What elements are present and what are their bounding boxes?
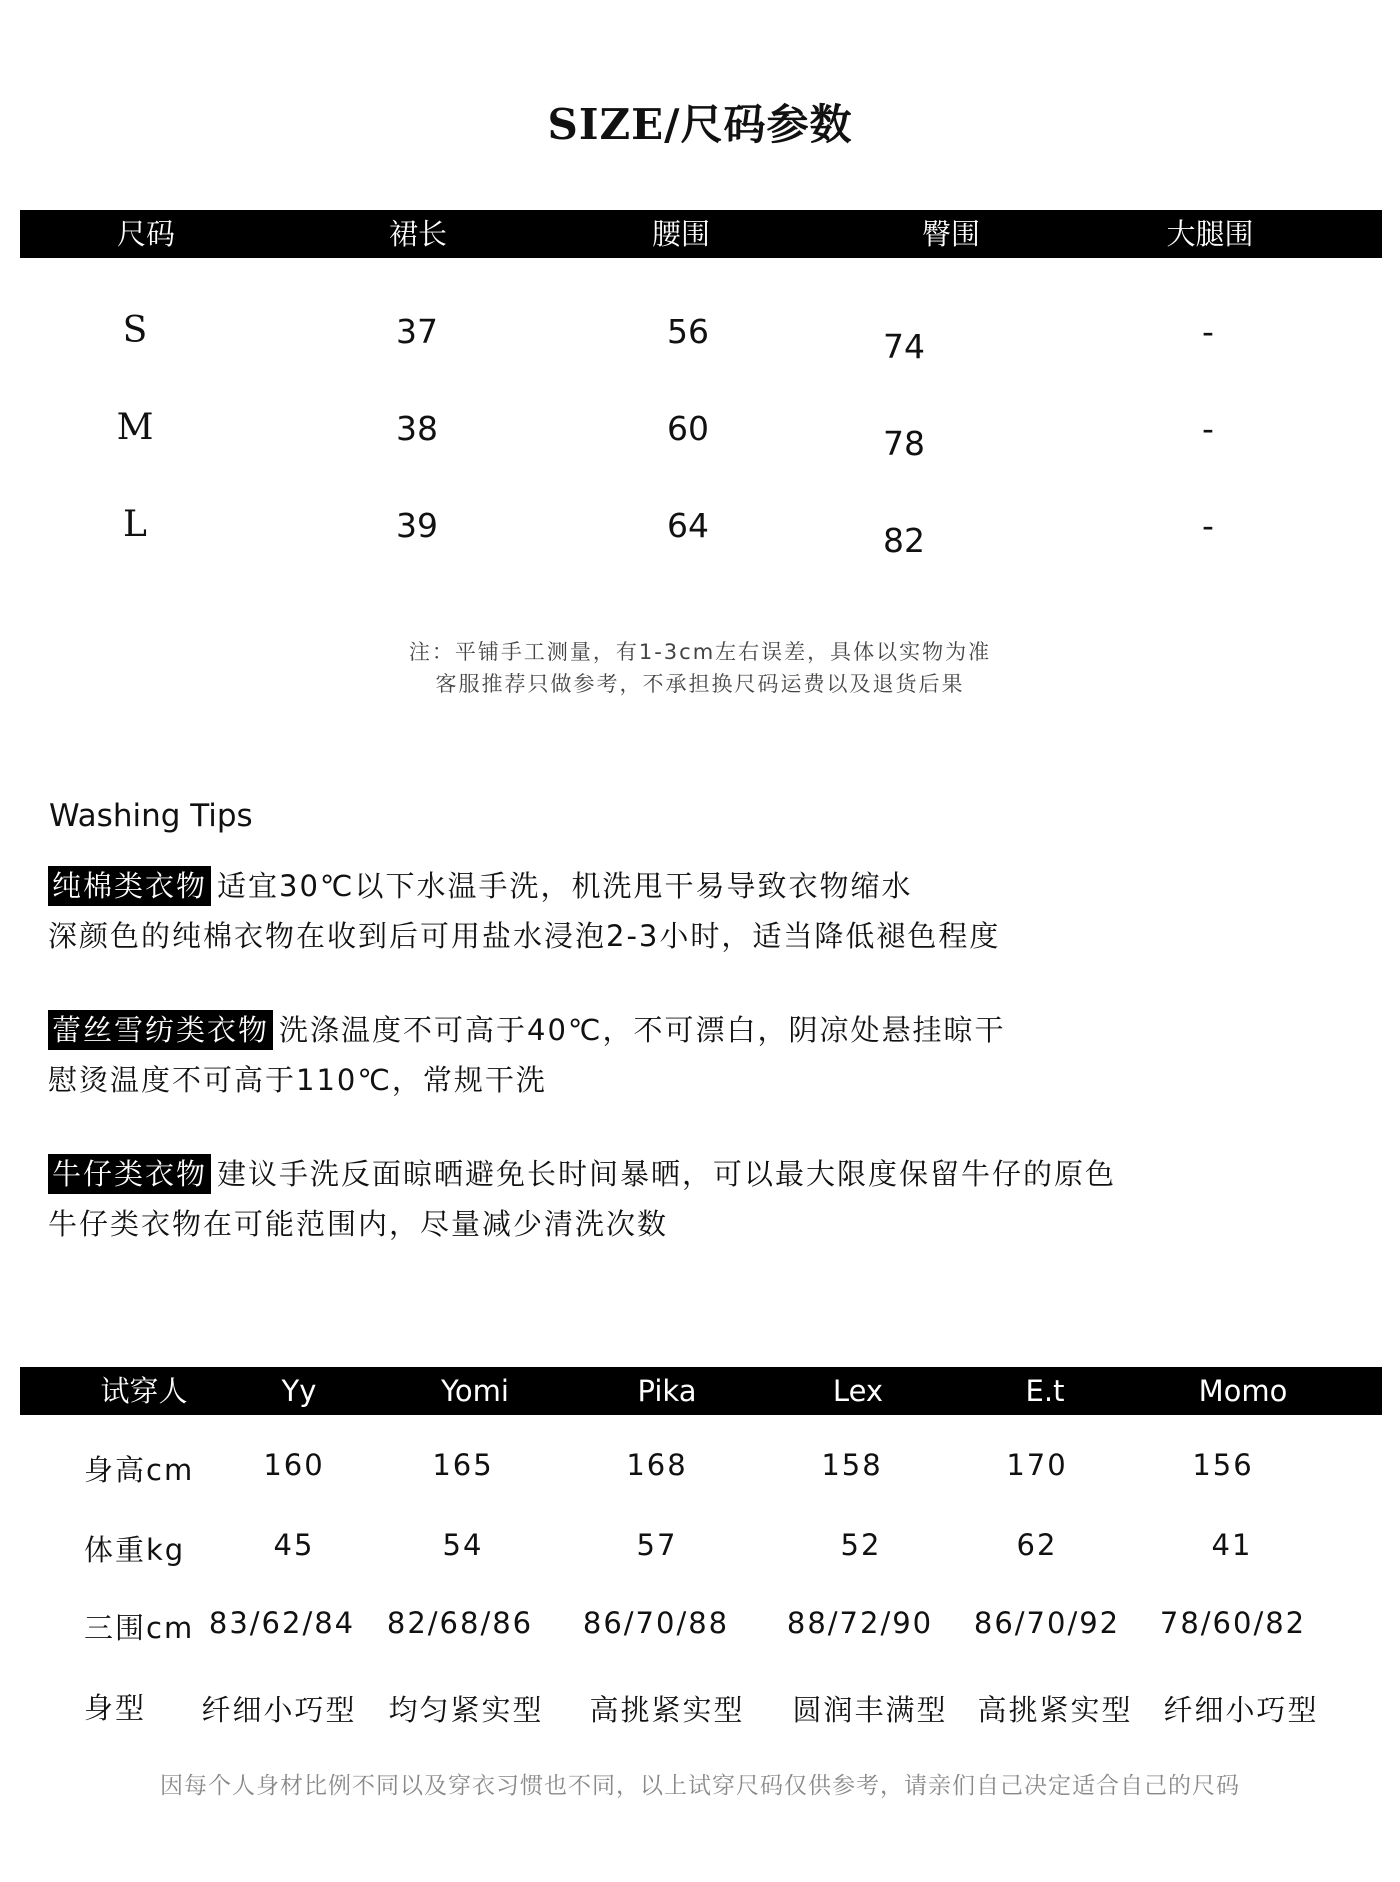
tip-tag: 牛仔类衣物	[48, 1154, 211, 1194]
height-cell: 170	[1006, 1448, 1068, 1482]
body-type-cell: 均匀紧实型	[388, 1693, 544, 1727]
row-label-weight: 体重kg	[84, 1533, 186, 1567]
washing-tips-title: Washing Tips	[49, 798, 253, 834]
length-cell: 38	[396, 409, 438, 448]
thigh-cell: -	[1202, 506, 1214, 545]
thigh-cell: -	[1202, 312, 1214, 351]
height-cell: 158	[821, 1448, 883, 1482]
header-model-name: E.t	[1025, 1374, 1065, 1408]
height-cell: 165	[432, 1448, 494, 1482]
thigh-cell: -	[1202, 409, 1214, 448]
tip-tag: 蕾丝雪纺类衣物	[48, 1010, 273, 1050]
weight-cell: 57	[636, 1528, 678, 1562]
tip-text-line: 牛仔类衣物在可能范围内，尽量减少清洗次数	[48, 1207, 669, 1241]
hip-cell: 82	[883, 521, 925, 560]
tip-tag: 纯棉类衣物	[48, 866, 211, 906]
header-thigh: 大腿围	[1166, 217, 1254, 251]
weight-cell: 41	[1211, 1528, 1253, 1562]
measurements-cell: 82/68/86	[386, 1606, 534, 1640]
tip-text-line: 深颜色的纯棉衣物在收到后可用盐水浸泡2-3小时，适当降低褪色程度	[48, 919, 1001, 953]
body-type-cell: 高挑紧实型	[977, 1693, 1133, 1727]
header-model-label: 试穿人	[100, 1374, 188, 1408]
row-label-height: 身高cm	[84, 1453, 195, 1487]
body-type-cell: 纤细小巧型	[1163, 1693, 1319, 1727]
row-label-body-type: 身型	[84, 1691, 147, 1725]
page-title: SIZE/尺码参数	[547, 100, 853, 149]
hip-cell: 74	[883, 327, 925, 366]
tip-lace	[48, 1008, 1006, 1050]
header-model-name: Yomi	[441, 1374, 509, 1408]
hip-cell: 78	[883, 424, 925, 463]
measurements-cell: 83/62/84	[208, 1606, 356, 1640]
weight-cell: 54	[442, 1528, 484, 1562]
header-model-name: Pika	[637, 1374, 697, 1408]
waist-cell: 56	[667, 312, 709, 351]
height-cell: 168	[626, 1448, 688, 1482]
tip-text: 洗涤温度不可高于40℃，不可漂白，阴凉处悬挂晾干	[279, 1013, 1006, 1047]
header-length: 裙长	[388, 217, 448, 251]
tip-text-line: 慰烫温度不可高于110℃，常规干洗	[48, 1063, 547, 1097]
size-cell: S	[122, 310, 148, 351]
body-type-cell: 圆润丰满型	[792, 1693, 948, 1727]
measurement-note: 注：平铺手工测量，有1-3cm左右误差，具体以实物为准	[408, 640, 992, 664]
height-cell: 156	[1192, 1448, 1254, 1482]
models-table-header	[20, 1367, 1382, 1415]
header-hip: 臀围	[921, 217, 981, 251]
length-cell: 39	[396, 506, 438, 545]
tip-cotton	[48, 864, 913, 906]
header-size: 尺码	[116, 217, 176, 251]
weight-cell: 45	[273, 1528, 315, 1562]
measurements-cell: 86/70/92	[973, 1606, 1121, 1640]
tip-text: 建议手洗反面晾晒避免长时间暴晒，可以最大限度保留牛仔的原色	[217, 1157, 1117, 1191]
header-model-name: Momo	[1198, 1374, 1288, 1408]
row-label-measurements: 三围cm	[84, 1611, 195, 1645]
size-cell: L	[123, 504, 147, 545]
header-model-name: Lex	[832, 1374, 884, 1408]
weight-cell: 62	[1016, 1528, 1058, 1562]
height-cell: 160	[263, 1448, 325, 1482]
weight-cell: 52	[840, 1528, 882, 1562]
size-table-header	[20, 210, 1382, 258]
measurements-cell: 78/60/82	[1159, 1606, 1307, 1640]
size-cell: M	[116, 407, 154, 448]
service-note: 客服推荐只做参考，不承担换尺码运费以及退货后果	[435, 672, 965, 696]
tip-denim	[48, 1152, 1116, 1194]
header-model-name: Yy	[281, 1374, 317, 1408]
footer-disclaimer: 因每个人身材比例不同以及穿衣习惯也不同，以上试穿尺码仅供参考，请亲们自己决定适合自己的尺码	[160, 1773, 1240, 1799]
measurements-cell: 86/70/88	[582, 1606, 730, 1640]
tip-text: 适宜30℃以下水温手洗，机洗甩干易导致衣物缩水	[217, 869, 913, 903]
length-cell: 37	[396, 312, 438, 351]
waist-cell: 64	[667, 506, 709, 545]
waist-cell: 60	[667, 409, 709, 448]
measurements-cell: 88/72/90	[786, 1606, 934, 1640]
body-type-cell: 高挑紧实型	[589, 1693, 745, 1727]
body-type-cell: 纤细小巧型	[201, 1693, 357, 1727]
header-waist: 腰围	[651, 217, 711, 251]
